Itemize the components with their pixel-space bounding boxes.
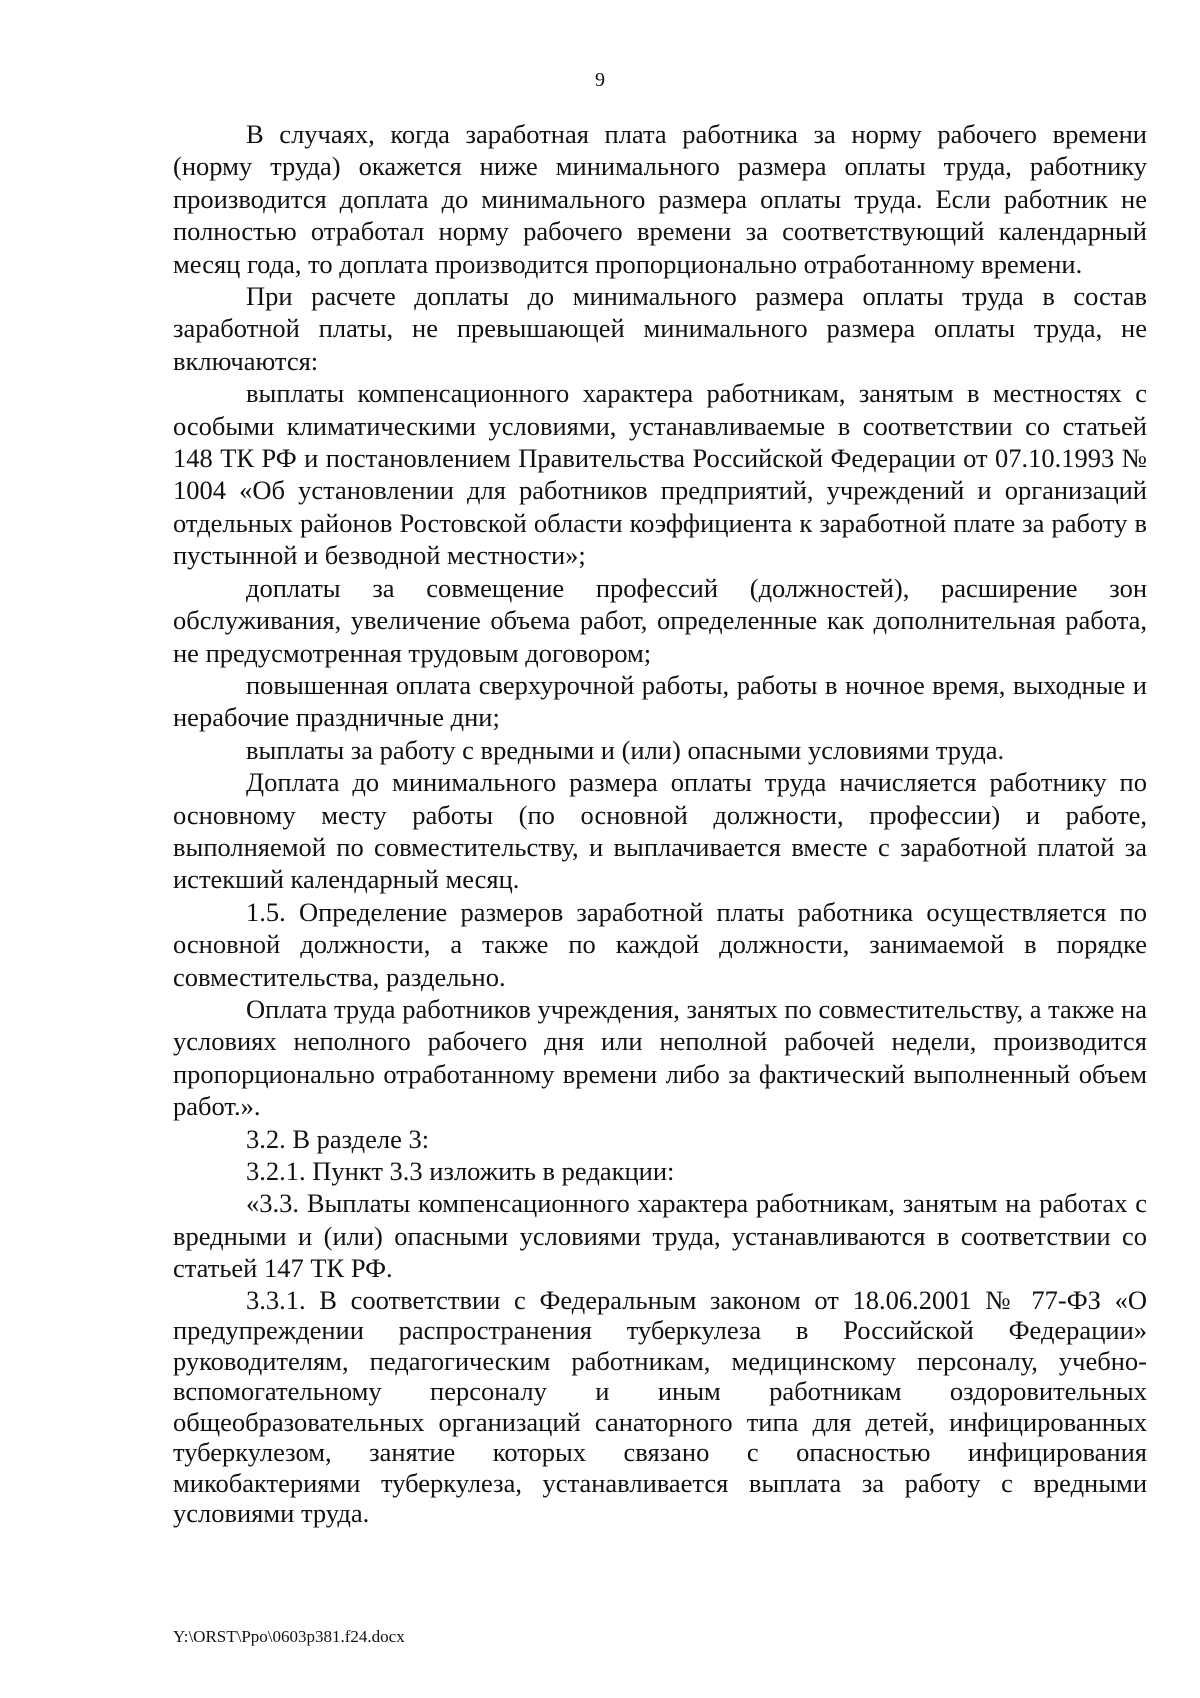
paragraph-clause-3-2-1: 3.2.1. Пункт 3.3 изложить в редакции: xyxy=(246,1156,675,1186)
paragraph-hazard-payments: выплаты за работу с вредными и (или) опасными условиями труда. xyxy=(246,734,1005,765)
paragraph-climate-compensation: выплаты компенсационного характера работникам, занятым в местностях с особыми климатическими условиями, устанавливаемые в соответствии со статьей 148 ТК РФ и постановлением Правительства Российской Федерации от 07.10.1993 № 1004 «Об установлении для работников предприятий, учреждений и организаций отдельных районов Ростовской области коэффициента к заработной плате за работу в пустынной и безводной местности»; xyxy=(173,378,1147,571)
paragraph-min-wage-supplement: В случаях, когда заработная плата работника за норму рабочего времени (норму труда) окажется ниже минимального размера оплаты труда, работнику производится доплата до минимального размера оплаты труда. Если работник не полностью отработал норму рабочего времени за соответствующий календарный месяц года, то доплата производится пропорционально отработанному времени. xyxy=(173,119,1147,279)
paragraph-clause-3-3: «3.3. Выплаты компенсационного характера работникам, занятым на работах с вредными и (или) опасными условиями труда, устанавливаются в соответствии со статьей 147 ТК РФ. xyxy=(173,1188,1147,1284)
paragraph-part-time-pay: Оплата труда работников учреждения, занятых по совместительству, а также на условиях неполного рабочего дня или неполной рабочей недели, производится пропорционально отработанному времени либо за фактический выполненный объем работ.». xyxy=(173,993,1147,1122)
paragraph-calculation-exclusions: При расчете доплаты до минимального размера оплаты труда в состав заработной платы, не превышающей минимального размера оплаты труда, не включаются: xyxy=(173,281,1147,376)
paragraph-combination-supplements: доплаты за совмещение профессий (должностей), расширение зон обслуживания, увеличение объема работ, определенные как дополнительная работа, не предусмотренная трудовым договором; xyxy=(173,572,1147,668)
footer-file-path: Y:\ORST\Ppo\0603p381.f24.docx xyxy=(173,1627,405,1646)
page-number: 9 xyxy=(595,69,605,91)
document-body xyxy=(173,118,1147,1529)
paragraph-supplement-accrual: Доплата до минимального размера оплаты труда начисляется работнику по основному месту работы (по основной должности, профессии) и работе, выполняемой по совместительству, и выплачивается вместе с заработной платой за истекший календарный месяц. xyxy=(173,767,1147,895)
paragraph-clause-3-3-1: 3.3.1. В соответствии с Федеральным законом от 18.06.2001 № 77-ФЗ «О предупреждении распространения туберкулеза в Российской Федерации» руководителям, педагогическим работникам, медицинскому персоналу, учебно-вспомогательному персоналу и иным работникам оздоровительных общеобразовательных организаций санаторного типа для детей, инфицированных туберкулезом, занятие которых связано с опасностью инфицирования микобактериями туберкулеза, устанавливается выплата за работу с вредными условиями труда. xyxy=(173,1284,1147,1529)
paragraph-clause-1-5: 1.5. Определение размеров заработной платы работника осуществляется по основной должности, а также по каждой должности, занимаемой в порядке совместительства, раздельно. xyxy=(173,896,1147,992)
paragraph-overtime-pay: повышенная оплата сверхурочной работы, работы в ночное время, выходные и нерабочие праздничные дни; xyxy=(173,669,1147,733)
paragraph-section-3-2: 3.2. В разделе 3: xyxy=(246,1123,430,1154)
